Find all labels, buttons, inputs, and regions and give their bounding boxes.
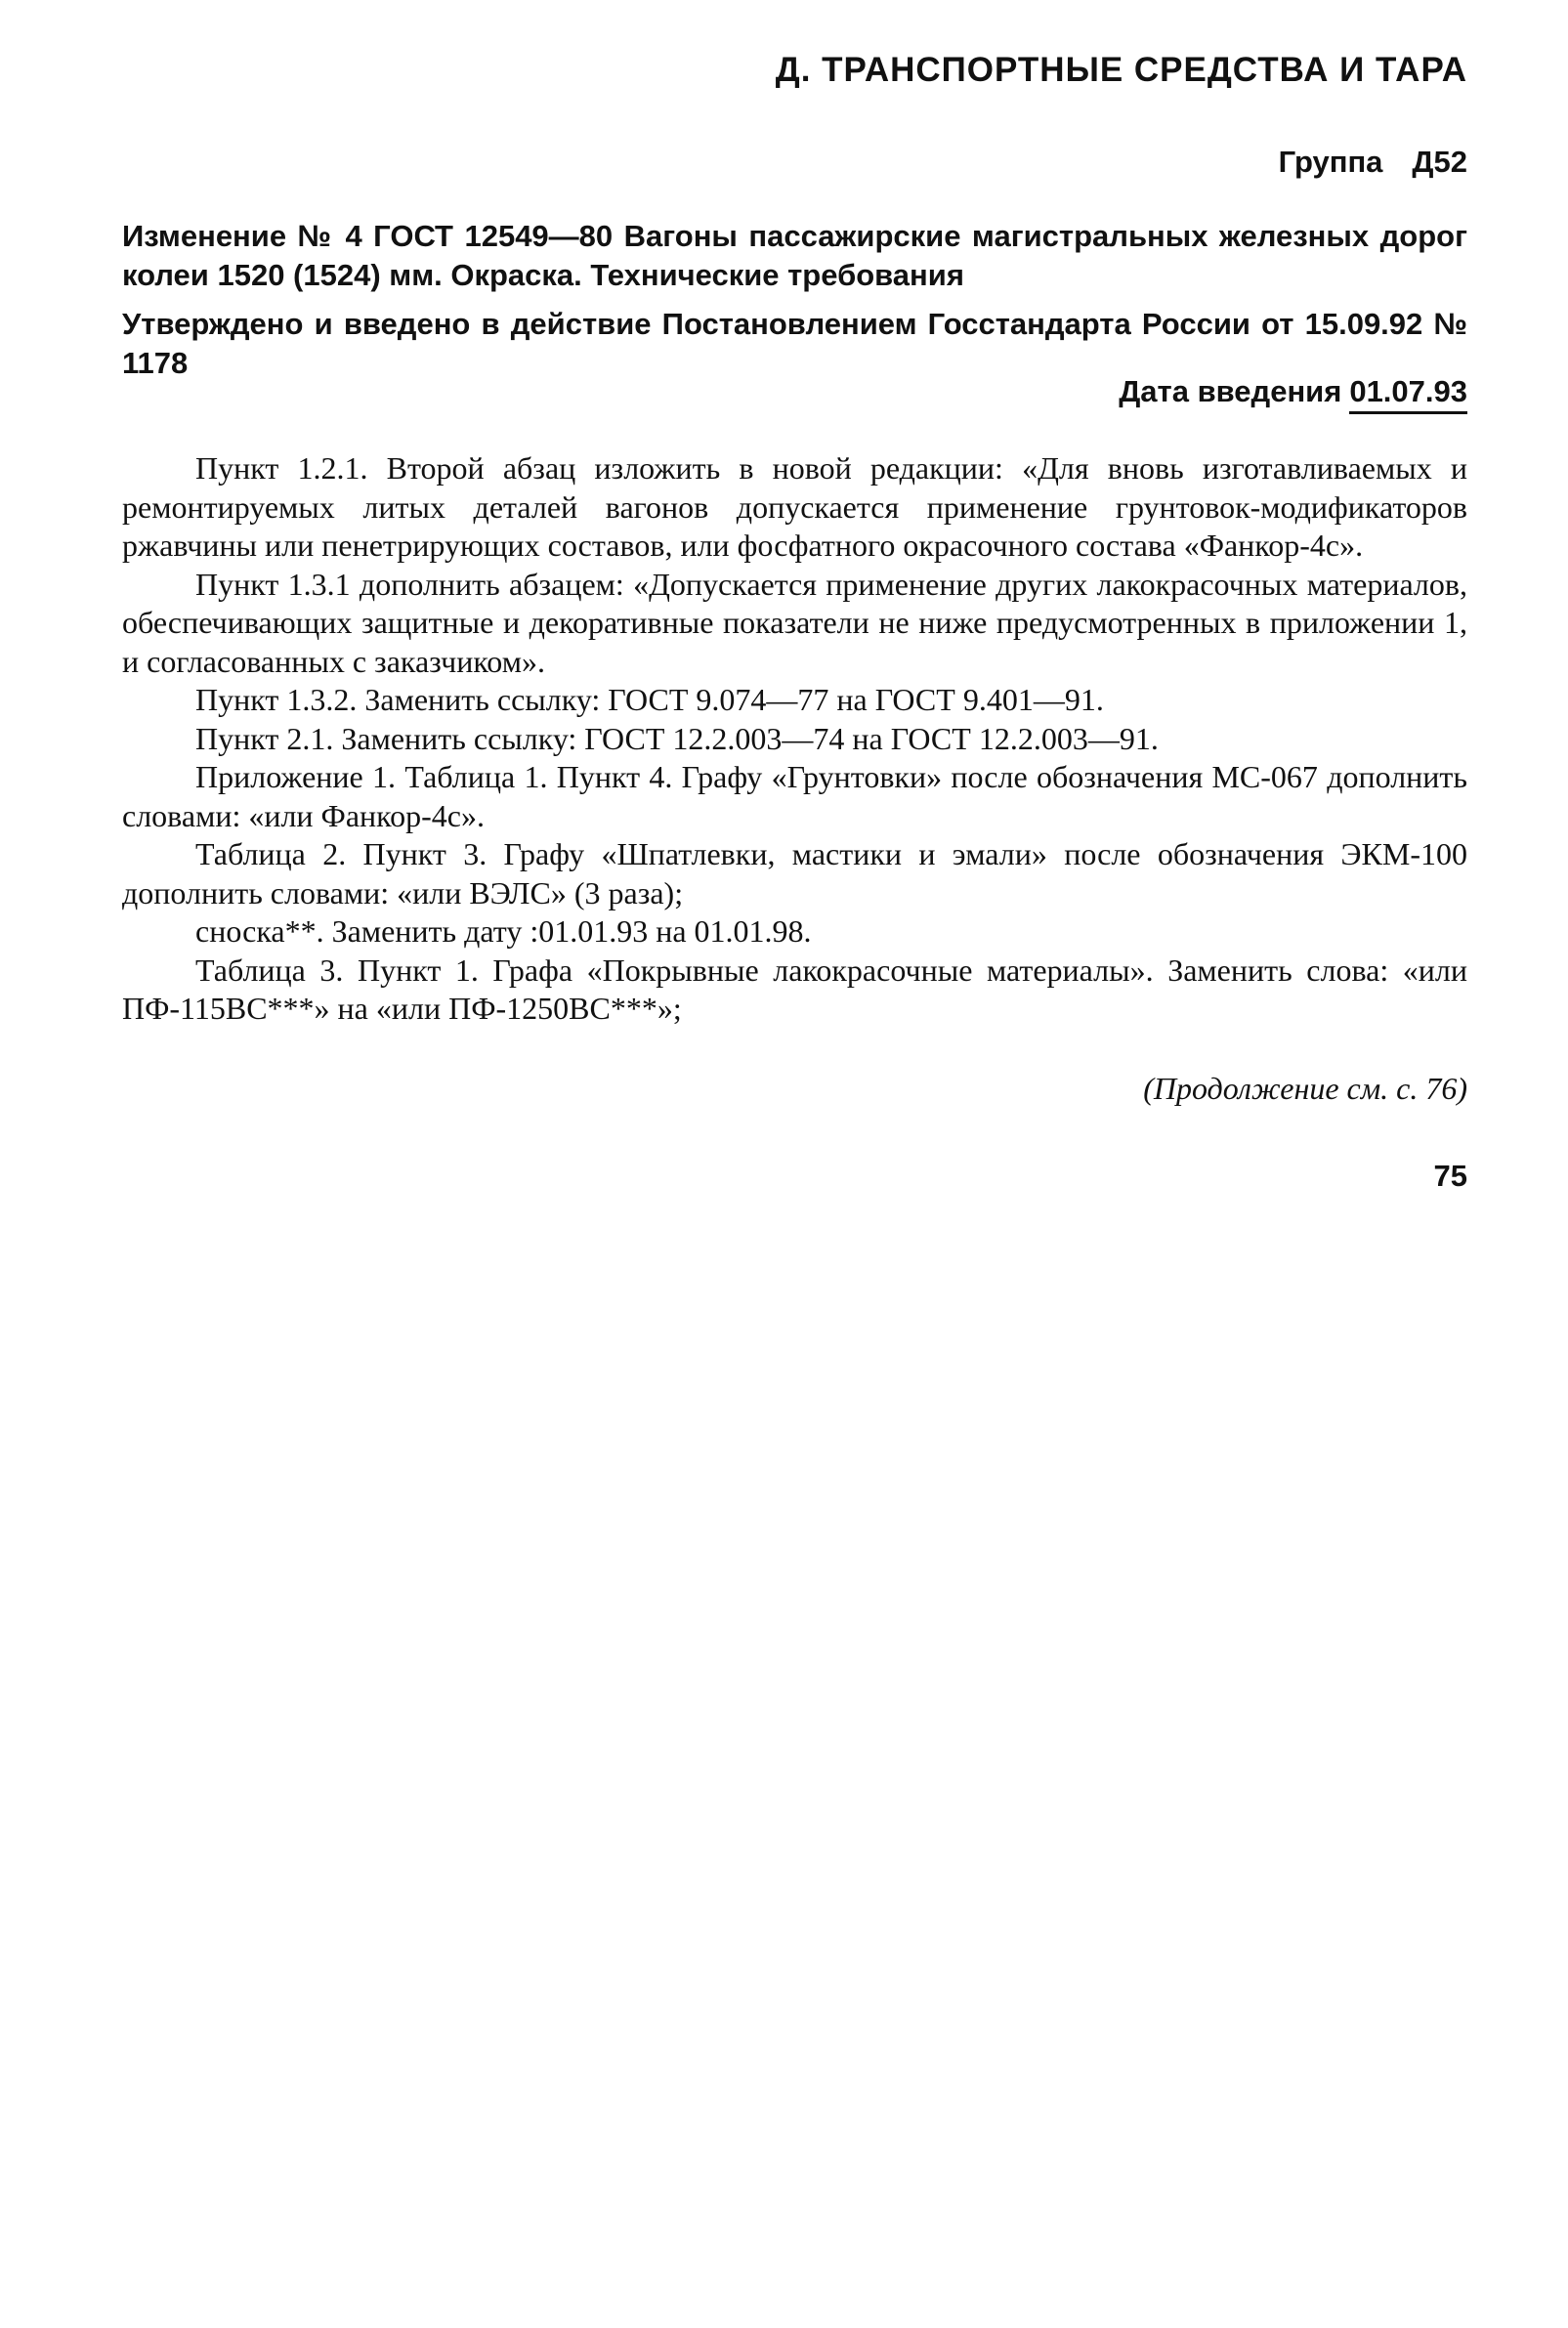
paragraph: Приложение 1. Таблица 1. Пункт 4. Графу «Грунтовки» после обозначения МС-067 дополнить словами: «или Фанкор-4с». — [122, 759, 1467, 833]
paragraph: Пункт 1.2.1. Второй абзац изложить в новой редакции: «Для вновь изготавливаемых и ремонтируемых литых деталей вагонов допускается применение грунтовок-модификаторов ржавчины или пенетрирующих составов, или фосфатного окрасочного состава «Фанкор-4с». — [122, 450, 1467, 563]
paragraph: Таблица 2. Пункт 3. Графу «Шпатлевки, мастики и эмали» после обозначения ЭКМ-100 дополнить словами: «или ВЭЛС» (3 раза); — [122, 836, 1467, 910]
paragraph: Таблица 3. Пункт 1. Графа «Покрывные лакокрасочные материалы». Заменить слова: «или ПФ-115ВС***» на «или ПФ-1250ВС***»; — [122, 952, 1467, 1026]
group-code: Д52 — [1412, 145, 1467, 179]
group-label: Группа — [1278, 145, 1383, 179]
paragraph: сноска**. Заменить дату :01.01.93 на 01.01.98. — [195, 913, 812, 949]
section-title: Д. ТРАНСПОРТНЫЕ СРЕДСТВА И ТАРА — [775, 51, 1467, 89]
page-number: 75 — [1433, 1159, 1467, 1193]
introduction-date-label: Дата введения — [1119, 374, 1342, 408]
paragraph: Пункт 1.3.1 дополнить абзацем: «Допускается применение других лакокрасочных материалов, обеспечивающих защитные и декоративные показатели не ниже предусмотренных в приложении 1, и согласованных с заказчиком». — [122, 566, 1467, 679]
group-line — [1279, 145, 1467, 180]
introduction-date — [1119, 374, 1467, 414]
amendment-body — [122, 449, 1467, 1029]
introduction-date-value: 01.07.93 — [1349, 374, 1467, 414]
paragraph: Пункт 2.1. Заменить ссылку: ГОСТ 12.2.003—74 на ГОСТ 12.2.003—91. — [195, 720, 1159, 756]
approval-statement: Утверждено и введено в действие Постановлением Госстандарта России от 15.09.92 № 1178 — [122, 307, 1467, 380]
continuation-note: (Продолжение см. с. 76) — [1143, 1071, 1467, 1106]
paragraph: Пункт 1.3.2. Заменить ссылку: ГОСТ 9.074—77 на ГОСТ 9.401—91. — [195, 682, 1104, 717]
change-title: Изменение № 4 ГОСТ 12549—80 Вагоны пассажирские магистральных железных дорог колеи 1520 (1524) мм. Окраска. Технические требования — [122, 219, 1467, 292]
